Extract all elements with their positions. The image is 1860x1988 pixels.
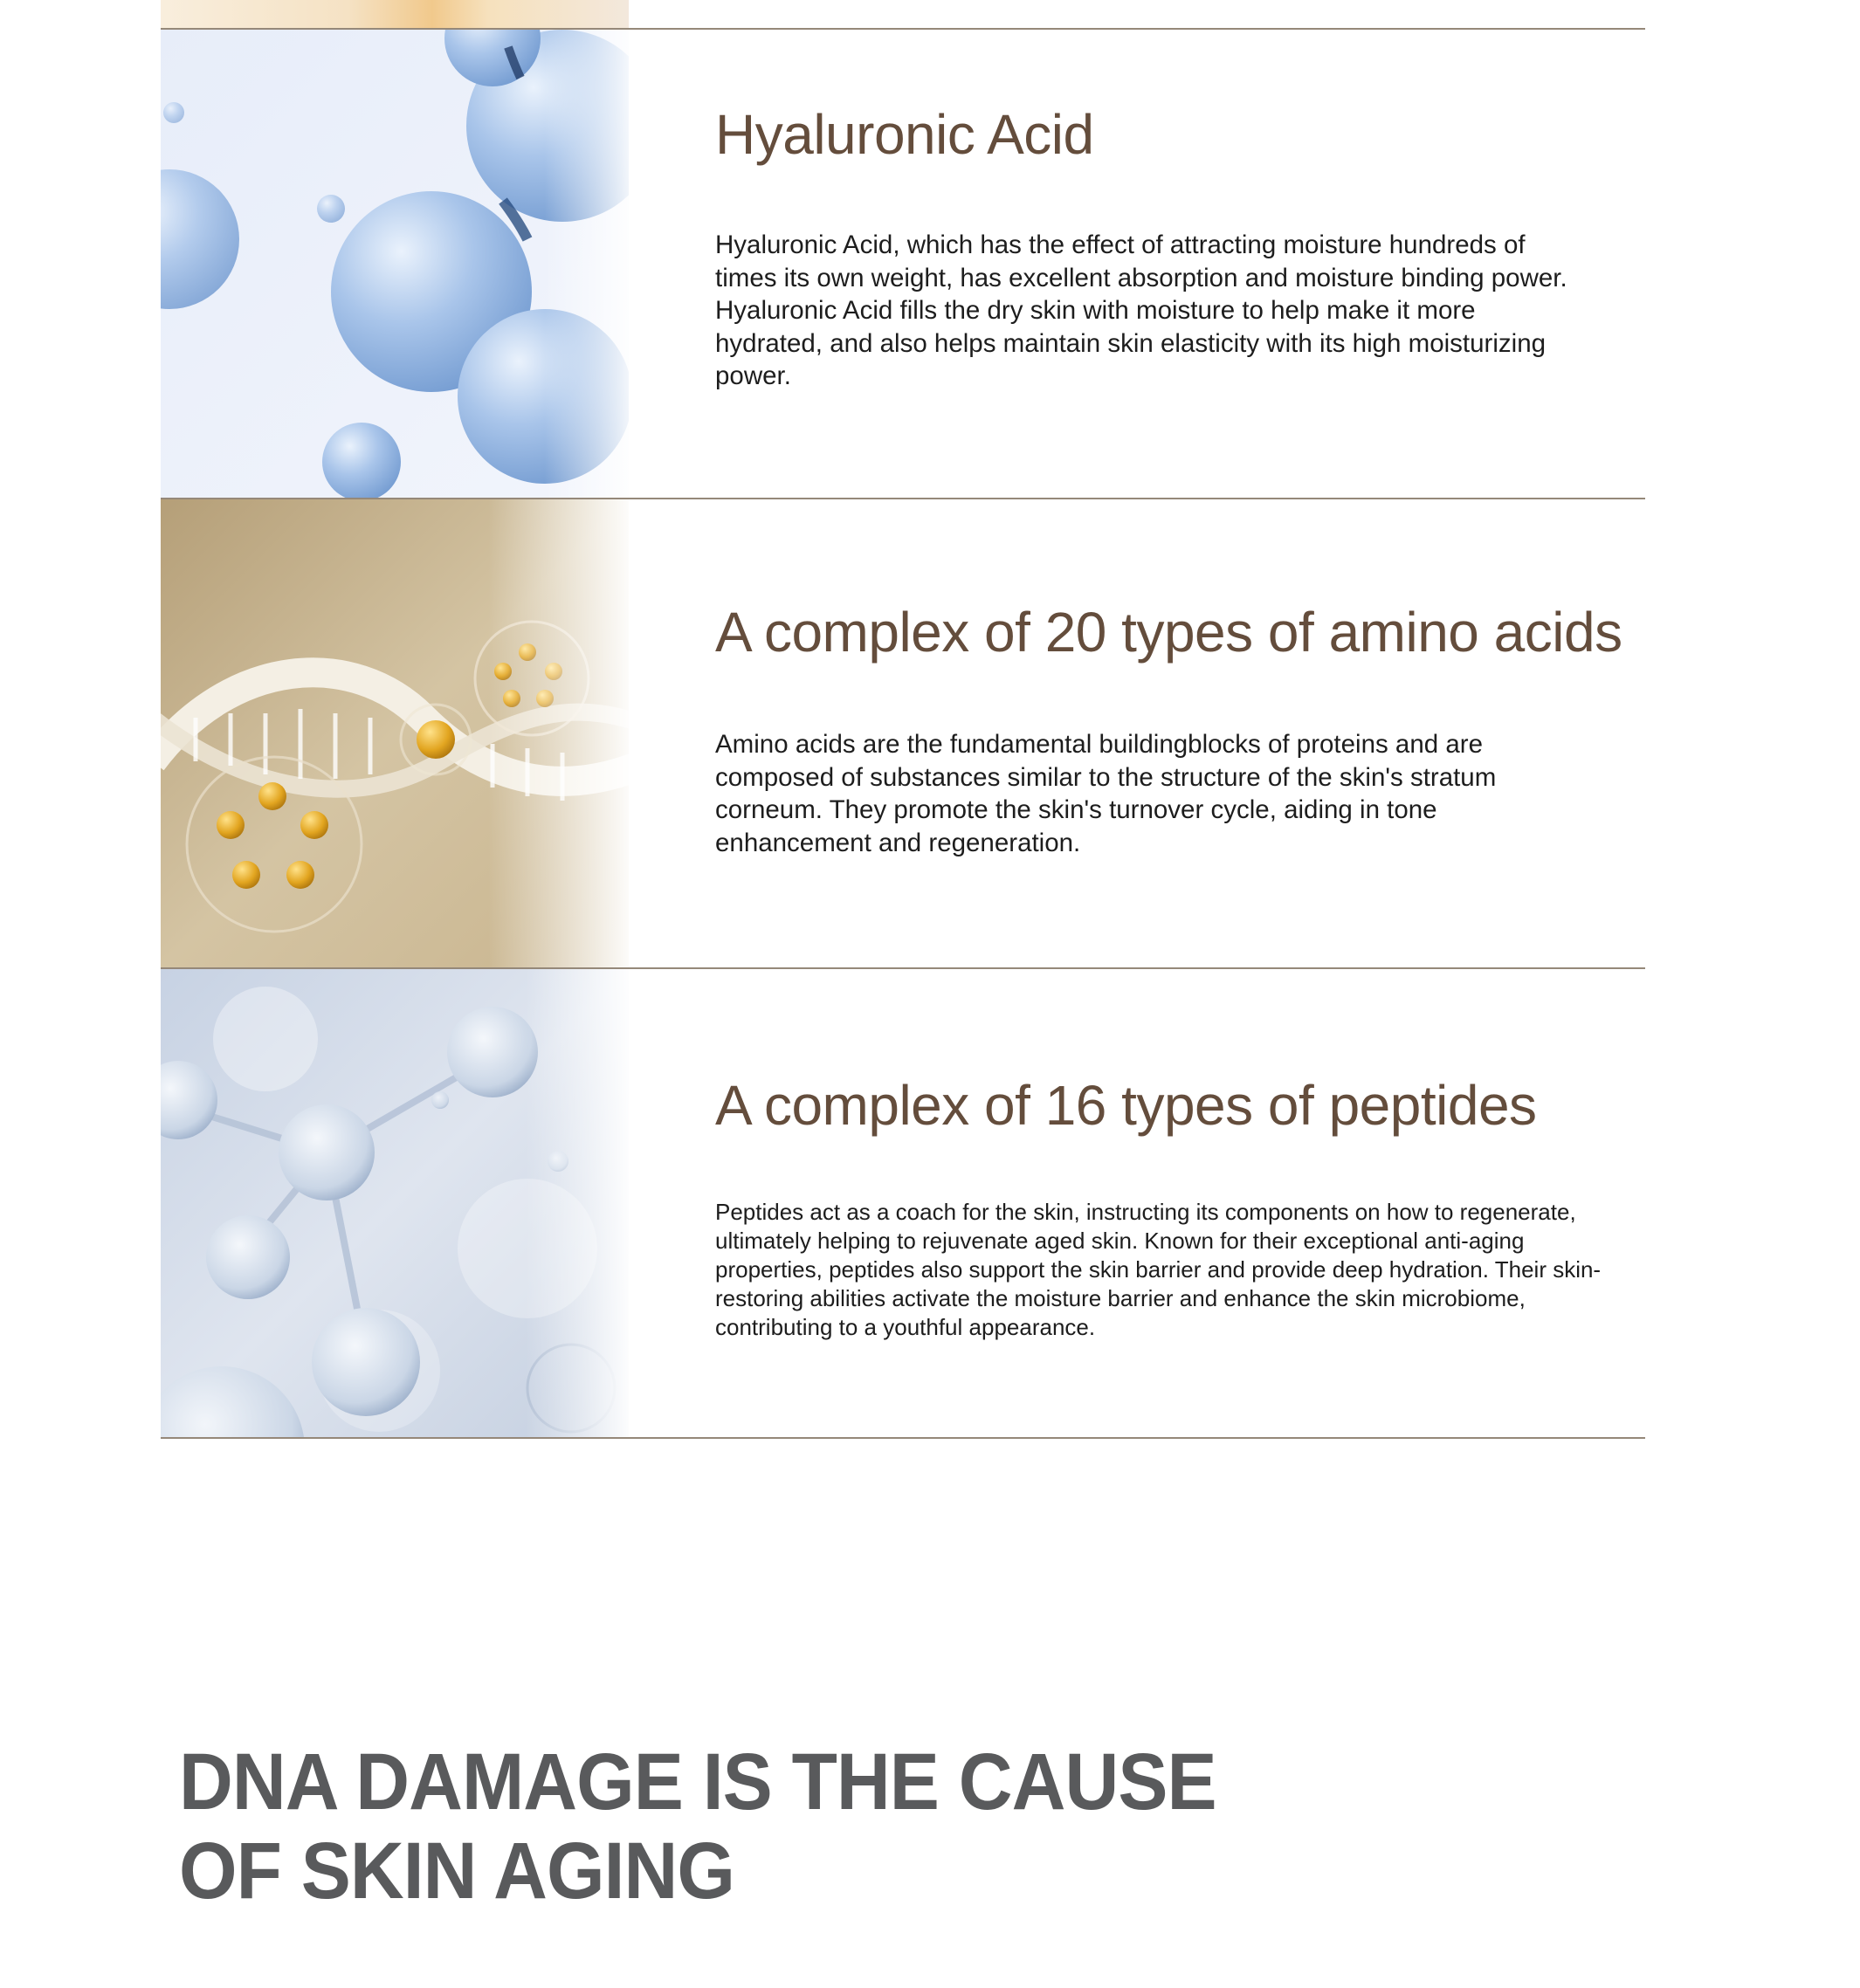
section-description: Hyaluronic Acid, which has the effect of attracting moisture hundreds of times its own weight, has excellent absorption and moisture binding power. Hyaluronic Acid fills the dry skin with moisture to help make it more hydrated, and also helps maintain skin elasticity with its high moisturizing power. bbox=[715, 230, 1567, 390]
dna-damage-headline bbox=[179, 1737, 1216, 1916]
section-title: A complex of 16 types of peptides bbox=[715, 1074, 1537, 1137]
section-title: Hyaluronic Acid bbox=[715, 103, 1094, 166]
section-description: Peptides act as a coach for the skin, instructing its components on how to regenerate, ultimately helping to rejuvenate aged skin. Known for their exceptional anti-aging properties, peptides also support the skin barrier and provide deep hydration. Their skin-restoring abilities activate the moisture barrier and enhance the skin microbiome, contributing to a youthful appearance. bbox=[715, 1199, 1602, 1340]
gold-dna-helix-image bbox=[161, 499, 629, 967]
section-description: Amino acids are the fundamental buildingblocks of proteins and are composed of substances similar to the structure of the skin's stratum corneum. They promote the skin's turnover cycle, aiding in tone enhancement and regeneration. bbox=[715, 730, 1497, 857]
top-product-image-strip bbox=[161, 0, 629, 28]
blue-water-bubbles-image bbox=[161, 30, 629, 498]
headline-line-2: OF SKIN AGING bbox=[179, 1826, 734, 1916]
section-title: A complex of 20 types of amino acids bbox=[715, 601, 1622, 664]
glass-molecule-image bbox=[161, 969, 629, 1437]
section-divider bbox=[161, 1437, 1645, 1439]
ingredient-section-amino-acids bbox=[161, 499, 1645, 967]
headline-line-1: DNA DAMAGE IS THE CAUSE bbox=[179, 1737, 1216, 1826]
ingredient-section-peptides bbox=[161, 969, 1645, 1437]
ingredient-section-hyaluronic-acid bbox=[161, 30, 1645, 498]
